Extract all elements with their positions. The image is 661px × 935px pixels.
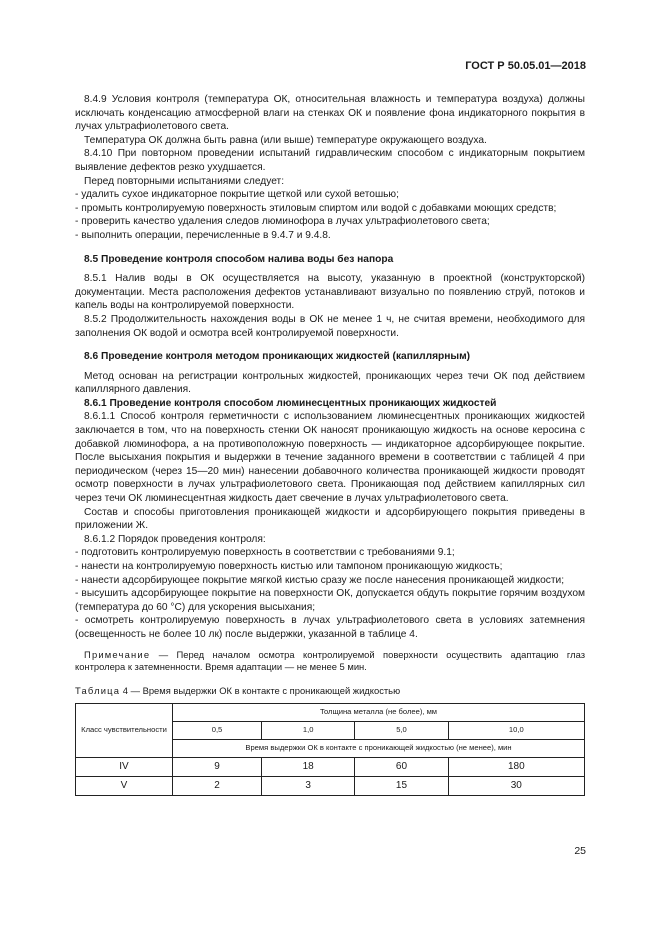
list-item: - удалить сухое индикаторное покрытие щеткой или сухой ветошью;	[75, 189, 399, 201]
table-row	[76, 757, 585, 776]
class-cell: V	[76, 776, 173, 795]
thickness-value: 10,0	[448, 721, 584, 739]
note-text: — Перед началом осмотра контролируемой поверхности осуществить адаптацию глаз контролера к затемненности. Время адаптации — не менее 5 мин.	[75, 648, 585, 673]
paragraph: Температура ОК должна быть равна (или выше) температуре окружающего воздуха.	[84, 134, 487, 146]
page-body	[75, 93, 585, 796]
class-header: Класс чувствительности	[76, 703, 173, 757]
table-caption-label: Таблица	[75, 685, 121, 697]
paragraph: 8.4.10 При повторном проведении испытаний гидравлическим способом с индикаторным покрытием выявление дефектов резко ухудшается.	[75, 148, 585, 173]
list-item: - промыть контролируемую поверхность этиловым спиртом или водой с добавками моющих средств;	[75, 202, 557, 214]
table-cell: 18	[262, 757, 355, 776]
exposure-time-table	[75, 703, 585, 796]
table-cell: 15	[355, 776, 448, 795]
table-cell: 9	[173, 757, 262, 776]
table-cell: 180	[448, 757, 584, 776]
list-item: - нанести адсорбирующее покрытие мягкой кистью сразу же после нанесения проникающей жидкости;	[75, 574, 565, 586]
section-heading: 8.6 Проведение контроля методом проникающих жидкостей (капиллярным)	[84, 351, 471, 363]
list-item: - высушить адсорбирующее покрытие на поверхности ОК, допускается обдуть покрытие горячим воздухом (температура до 60 °C) для ускорения высыхания;	[75, 588, 585, 613]
note-label: Примечание	[84, 648, 151, 660]
page-number: 25	[574, 845, 586, 857]
document-header: ГОСТ Р 50.05.01—2018	[465, 60, 586, 72]
table-cell: 30	[448, 776, 584, 795]
paragraph: 8.5.1 Налив воды в ОК осуществляется на высоту, указанную в проектной (конструкторской) документации. Места расположения дефектов устанавливают визуально по появлению струй, потоков и капель воды на контролируемой поверхности.	[75, 273, 585, 312]
class-cell: IV	[76, 757, 173, 776]
thickness-header: Толщина металла (не более), мм	[173, 703, 585, 721]
list-item: - подготовить контролируемую поверхность в соответствии с требованиями 9.1;	[75, 547, 455, 559]
thickness-value: 5,0	[355, 721, 448, 739]
table-cell: 3	[262, 776, 355, 795]
table-caption	[75, 684, 585, 698]
section-heading: 8.5 Проведение контроля способом налива воды без напора	[84, 253, 394, 265]
subsection-heading: 8.6.1 Проведение контроля способом люминесцентных проникающих жидкостей	[84, 397, 497, 409]
paragraph: Перед повторными испытаниями следует:	[84, 175, 285, 187]
thickness-value: 1,0	[262, 721, 355, 739]
paragraph: 8.6.1.2 Порядок проведения контроля:	[84, 533, 266, 545]
paragraph: 8.6.1.1 Способ контроля герметичности с использованием люминесцентных проникающих жидкостей заключается в том, что на поверхность стенки ОК наносят проникающую жидкость на основе керосина с добавкой люминофора, а на противоположную поверхность — индикаторное адсорбирующее покрытие. После высыхания покрытия и выдержки в течение заданного времени в соответствии с таблицей 4 при периодическом (через 15—20 мин) нанесении добавочного количества проникающей жидкости проводят осмотр поверхности в лучах ультрафиолетового света. Проникающая под действием капиллярных сил через течи ОК люминесцентная жидкость дает свечение в лучах ультрафиолетового света.	[75, 411, 585, 505]
paragraph: Метод основан на регистрации контрольных жидкостей, проникающих через течи ОК под действием капиллярного давления.	[75, 370, 585, 396]
list-item: - осмотреть контролируемую поверхность в лучах ультрафиолетового света в условиях затемнения (освещенность не более 10 лк) после выдержки, указанной в таблице 4.	[75, 615, 585, 640]
paragraph: 8.4.9 Условия контроля (температура ОК, относительная влажность и температура воздуха) должны исключать конденсацию атмосферной влаги на стенках ОК и появление фона индикаторного покрытия в лучах ультрафиолетового света.	[75, 94, 585, 133]
list-item: - выполнить операции, перечисленные в 9.4.7 и 9.4.8.	[75, 229, 331, 241]
note	[75, 649, 585, 675]
table-cell: 2	[173, 776, 262, 795]
table-row	[76, 776, 585, 795]
paragraph: Состав и способы приготовления проникающей жидкости и адсорбирующего покрытия приведены в приложении Ж.	[75, 506, 585, 532]
table-caption-text: 4 — Время выдержки ОК в контакте с проникающей жидкостью	[120, 685, 401, 697]
table-cell: 60	[355, 757, 448, 776]
time-header: Время выдержки ОК в контакте с проникающей жидкостью (не менее), мин	[173, 739, 585, 757]
list-item: - проверить качество удаления следов люминофора в лучах ультрафиолетового света;	[75, 216, 490, 228]
list-item: - нанести на контролируемую поверхность кистью или тампоном проникающую жидкость;	[75, 561, 503, 572]
thickness-value: 0,5	[173, 721, 262, 739]
paragraph: 8.5.2 Продолжительность нахождения воды в ОК не менее 1 ч, не считая времени, необходимого для заполнения ОК водой и осмотра всей контролируемой поверхности.	[75, 313, 585, 339]
